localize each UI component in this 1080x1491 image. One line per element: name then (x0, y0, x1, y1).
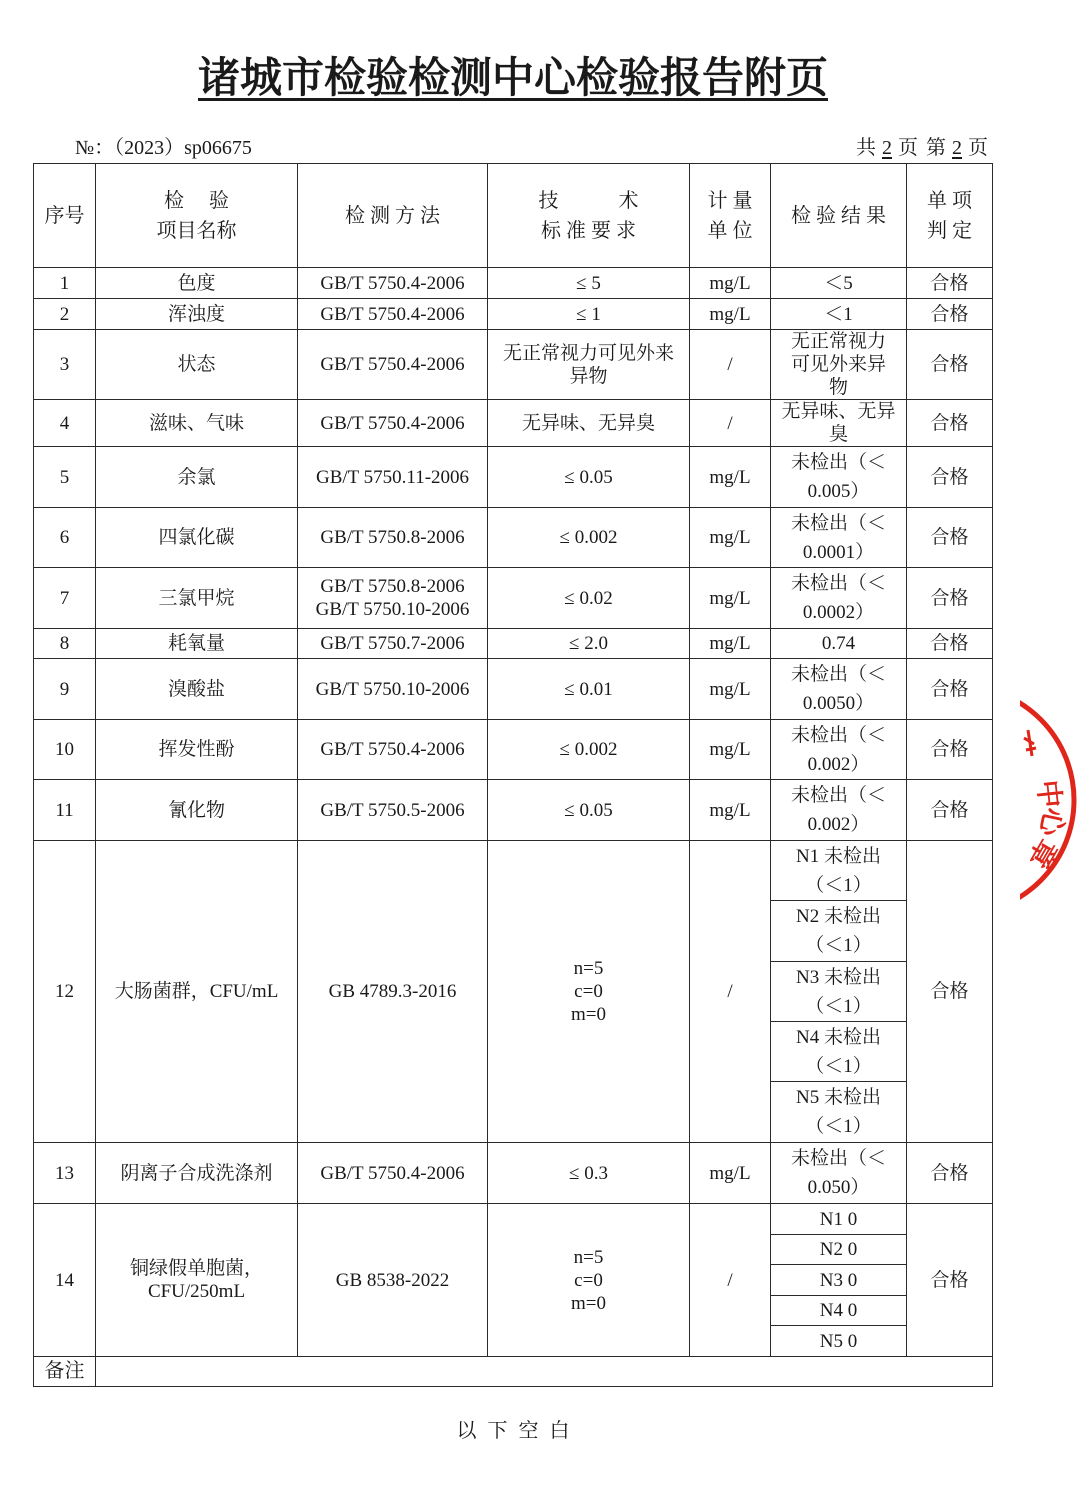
cell-method: GB/T 5750.7-2006 (298, 629, 488, 659)
cell-result: 未检出（＜ 0.0002） (771, 568, 907, 629)
cell-result: 未检出（＜ 0.0050） (771, 659, 907, 720)
cell-no: 1 (34, 268, 96, 299)
seal-char: 中 (1031, 778, 1065, 810)
cell-no: 14 (34, 1204, 96, 1357)
inspection-table (33, 163, 993, 1387)
table-row (34, 1143, 993, 1204)
cell-no: 10 (34, 720, 96, 780)
cell-result: 未检出（＜ 0.0001） (771, 508, 907, 568)
cell-unit: / (690, 330, 771, 400)
table-row (34, 720, 993, 780)
header-unit: 计 量 单 位 (690, 164, 771, 268)
cell-method: GB 4789.3-2016 (298, 841, 488, 1143)
cell-method: GB/T 5750.4-2006 (298, 400, 488, 447)
cell-no: 7 (34, 568, 96, 629)
cell-method: GB/T 5750.11-2006 (298, 447, 488, 508)
table-row (34, 780, 993, 841)
cell-no: 2 (34, 299, 96, 330)
header-requirement: 技 术 标 准 要 求 (488, 164, 690, 268)
seal-char: 心 (1032, 805, 1070, 839)
page-current-suffix: 页 (968, 137, 988, 159)
cell-requirement: ≤ 0.002 (488, 508, 690, 568)
cell-unit: / (690, 1204, 771, 1357)
page-title: 诸城市检验检测中心检验报告附页 (197, 53, 828, 102)
cell-item: 余氯 (96, 447, 298, 508)
header-result: 检 验 结 果 (771, 164, 907, 268)
cell-requirement: 无异味、无异臭 (488, 400, 690, 447)
cell-no: 6 (34, 508, 96, 568)
cell-no: 12 (34, 841, 96, 1143)
cell-method: GB/T 5750.5-2006 (298, 780, 488, 841)
cell-result: 未检出（＜ 0.050） (771, 1143, 907, 1204)
cell-item: 滋味、气味 (96, 400, 298, 447)
cell-requirement: ≤ 0.01 (488, 659, 690, 720)
cell-sub-result: N2 未检出 （＜1） (771, 901, 907, 962)
cell-verdict: 合格 (907, 1204, 993, 1357)
cell-result: ＜1 (771, 299, 907, 330)
cell-item: 四氯化碳 (96, 508, 298, 568)
cell-item: 挥发性酚 (96, 720, 298, 780)
cell-verdict: 合格 (907, 508, 993, 568)
cell-unit: mg/L (690, 629, 771, 659)
header-verdict: 单 项 判 定 (907, 164, 993, 268)
page-total: 2 (882, 137, 892, 159)
end-of-content-note: 以 下 空 白 (456, 1420, 570, 1442)
cell-item: 色度 (96, 268, 298, 299)
cell-verdict: 合格 (907, 447, 993, 508)
cell-result: 未检出（＜ 0.002） (771, 720, 907, 780)
cell-result: 0.74 (771, 629, 907, 659)
cell-unit: mg/L (690, 447, 771, 508)
cell-requirement: ≤ 1 (488, 299, 690, 330)
official-seal (1020, 700, 1080, 900)
header-no: 序号 (34, 164, 96, 268)
cell-unit: mg/L (690, 659, 771, 720)
header-method: 检 测 方 法 (298, 164, 488, 268)
cell-unit: mg/L (690, 780, 771, 841)
page-total-prefix: 共 (856, 137, 876, 159)
table-row (34, 508, 993, 568)
header-row (34, 164, 993, 268)
cell-item: 浑浊度 (96, 299, 298, 330)
cell-verdict: 合格 (907, 400, 993, 447)
cell-verdict: 合格 (907, 841, 993, 1143)
cell-item: 氰化物 (96, 780, 298, 841)
cell-sub-result: N5 0 (771, 1326, 907, 1357)
cell-result: ＜5 (771, 268, 907, 299)
cell-sub-result: N5 未检出 （＜1） (771, 1082, 907, 1143)
cell-verdict: 合格 (907, 330, 993, 400)
cell-requirement: ≤ 0.002 (488, 720, 690, 780)
cell-method: GB/T 5750.8-2006 (298, 508, 488, 568)
cell-requirement: ≤ 5 (488, 268, 690, 299)
cell-unit: mg/L (690, 508, 771, 568)
cell-item: 耗氧量 (96, 629, 298, 659)
table-row (34, 299, 993, 330)
table-row (34, 659, 993, 720)
cell-unit: / (690, 841, 771, 1143)
cell-requirement: ≤ 0.02 (488, 568, 690, 629)
cell-result: 未检出（＜ 0.002） (771, 780, 907, 841)
cell-requirement: ≤ 0.3 (488, 1143, 690, 1204)
cell-item: 阴离子合成洗涤剂 (96, 1143, 298, 1204)
cell-no: 5 (34, 447, 96, 508)
cell-no: 3 (34, 330, 96, 400)
cell-no: 9 (34, 659, 96, 720)
cell-no: 11 (34, 780, 96, 841)
page-total-suffix: 页 (898, 137, 918, 159)
cell-sub-result: N1 0 (771, 1204, 907, 1235)
cell-unit: mg/L (690, 268, 771, 299)
cell-requirement: ≤ 2.0 (488, 629, 690, 659)
cell-method: GB/T 5750.4-2006 (298, 1143, 488, 1204)
cell-result: 未检出（＜ 0.005） (771, 447, 907, 508)
cell-sub-result: N4 未检出 （＜1） (771, 1022, 907, 1082)
cell-requirement: 无正常视力可见外来 异物 (488, 330, 690, 400)
cell-verdict: 合格 (907, 659, 993, 720)
table-row (34, 629, 993, 659)
cell-item: 溴酸盐 (96, 659, 298, 720)
cell-sub-result: N1 未检出 （＜1） (771, 841, 907, 901)
cell-unit: / (690, 400, 771, 447)
cell-verdict: 合格 (907, 780, 993, 841)
remarks-row (34, 1357, 993, 1387)
cell-item: 三氯甲烷 (96, 568, 298, 629)
table-row (34, 447, 993, 508)
cell-sub-result: N4 0 (771, 1296, 907, 1326)
cell-verdict: 合格 (907, 629, 993, 659)
cell-method: GB/T 5750.8-2006 GB/T 5750.10-2006 (298, 568, 488, 629)
table-row (34, 330, 993, 400)
cell-unit: mg/L (690, 568, 771, 629)
remarks-label: 备注 (34, 1357, 96, 1387)
remarks-content (96, 1357, 993, 1387)
cell-unit: mg/L (690, 299, 771, 330)
table-row (34, 400, 993, 447)
page-current-prefix: 第 (926, 137, 946, 159)
cell-method: GB/T 5750.4-2006 (298, 330, 488, 400)
cell-method: GB/T 5750.4-2006 (298, 268, 488, 299)
cell-item: 铜绿假单胞菌， CFU/250mL (96, 1204, 298, 1357)
seal-char: 章 (1021, 833, 1063, 873)
cell-sub-result: N3 未检出 （＜1） (771, 962, 907, 1022)
cell-requirement: n=5 c=0 m=0 (488, 841, 690, 1143)
cell-verdict: 合格 (907, 1143, 993, 1204)
cell-verdict: 合格 (907, 268, 993, 299)
cell-unit: mg/L (690, 1143, 771, 1204)
cell-item: 状态 (96, 330, 298, 400)
header-item: 检 验 项目名称 (96, 164, 298, 268)
cell-requirement: n=5 c=0 m=0 (488, 1204, 690, 1357)
cell-no: 4 (34, 400, 96, 447)
cell-result: 无正常视力 可见外来异 物 (771, 330, 907, 400)
cell-requirement: ≤ 0.05 (488, 780, 690, 841)
cell-method: GB/T 5750.10-2006 (298, 659, 488, 720)
seal-partial-glyph (1024, 730, 1036, 756)
cell-sub-result: N3 0 (771, 1265, 907, 1296)
cell-item: 大肠菌群，CFU/mL (96, 841, 298, 1143)
cell-no: 13 (34, 1143, 96, 1204)
page-counter (856, 135, 988, 161)
page-current: 2 (952, 137, 962, 159)
cell-method: GB 8538-2022 (298, 1204, 488, 1357)
table-row (34, 568, 993, 629)
cell-result: 无异味、无异 臭 (771, 400, 907, 447)
cell-no: 8 (34, 629, 96, 659)
cell-verdict: 合格 (907, 568, 993, 629)
table-row (34, 268, 993, 299)
cell-method: GB/T 5750.4-2006 (298, 299, 488, 330)
table-row (34, 1204, 993, 1235)
cell-verdict: 合格 (907, 720, 993, 780)
cell-unit: mg/L (690, 720, 771, 780)
cell-method: GB/T 5750.4-2006 (298, 720, 488, 780)
cell-verdict: 合格 (907, 299, 993, 330)
cell-sub-result: N2 0 (771, 1235, 907, 1265)
table-row (34, 841, 993, 901)
cell-requirement: ≤ 0.05 (488, 447, 690, 508)
report-number: №：（2023）sp06675 (75, 137, 252, 159)
